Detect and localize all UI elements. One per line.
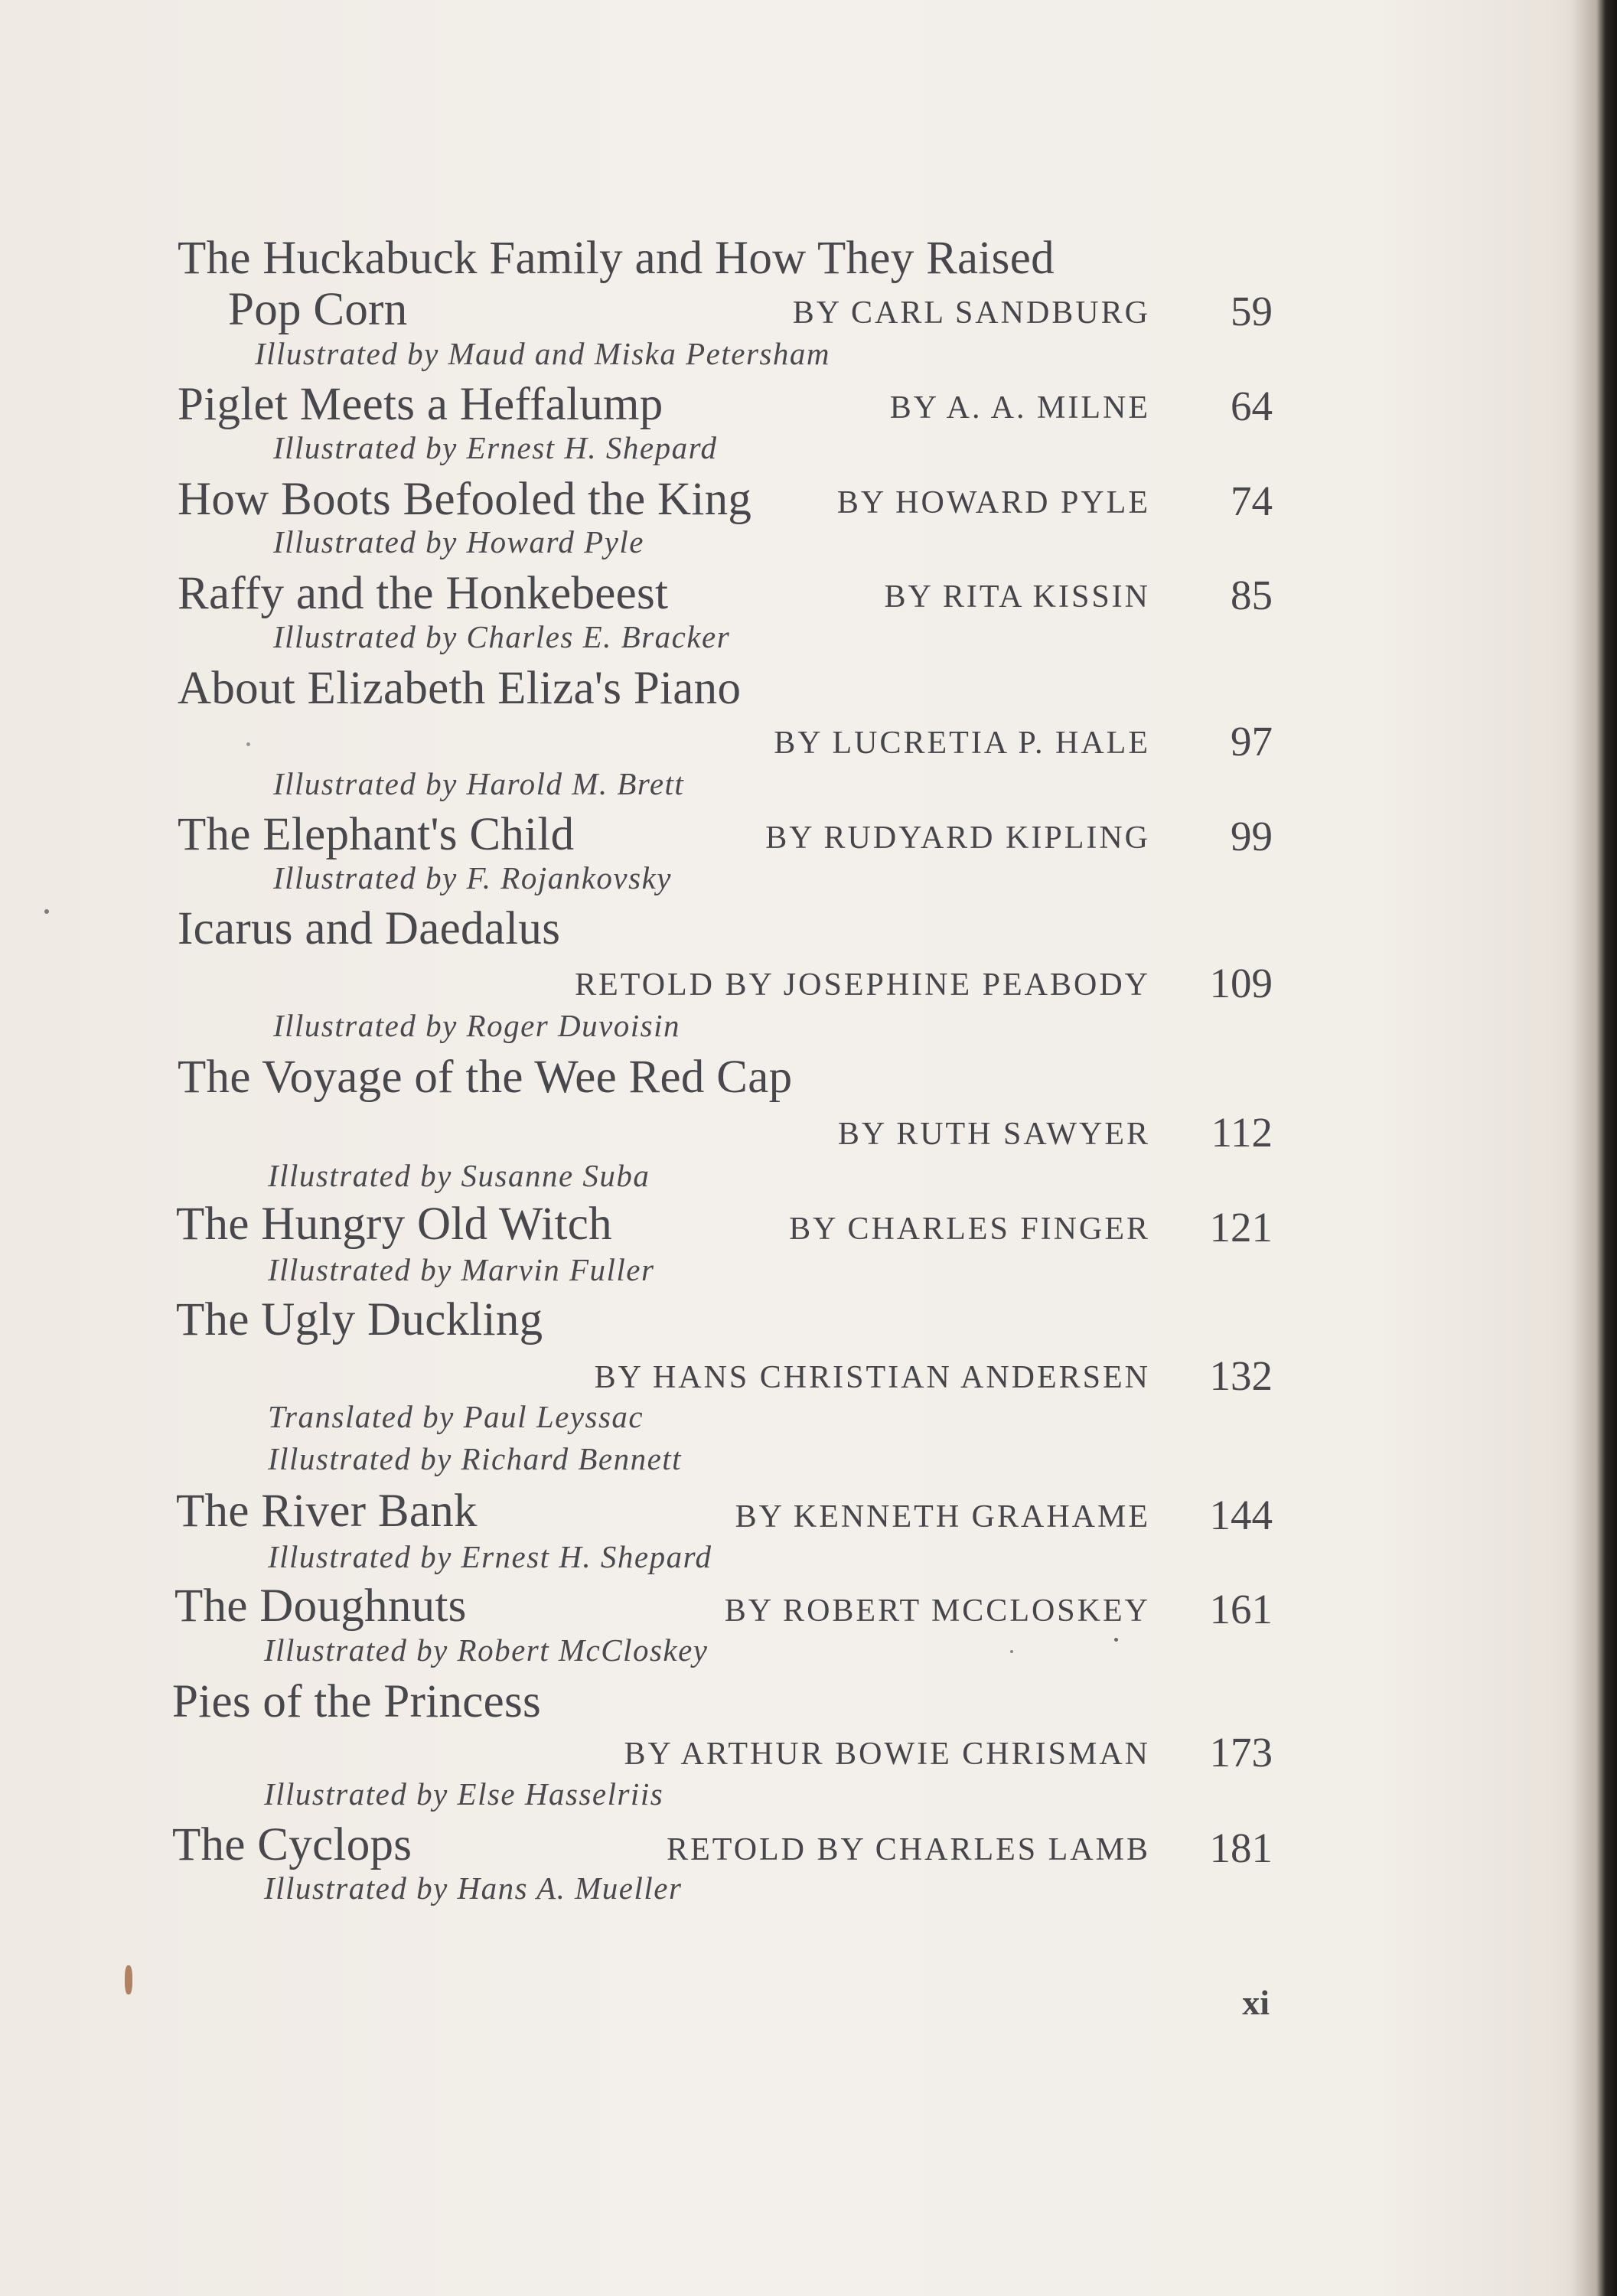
- entry-credit: Illustrated by Robert McCloskey: [264, 1632, 709, 1668]
- entry-title: Piglet Meets a Heffalump: [178, 379, 663, 430]
- paper-speck: [246, 742, 250, 746]
- entry-title: How Boots Befooled the King: [178, 474, 752, 525]
- entry-page-number: 144: [1209, 1492, 1273, 1538]
- entry-byline: BY LUCRETIA P. HALE: [774, 726, 1150, 761]
- entry-page-number: 181: [1209, 1825, 1273, 1871]
- entry-title-continued: Pop Corn: [228, 284, 408, 335]
- entry-title: Raffy and the Honkebeest: [178, 568, 669, 619]
- entry-byline: BY ARTHUR BOWIE CHRISMAN: [624, 1737, 1150, 1772]
- entry-title: The Ugly Duckling: [176, 1294, 543, 1345]
- paper-speck: [44, 909, 49, 914]
- entry-byline: BY CHARLES FINGER: [789, 1212, 1150, 1247]
- entry-credit: Illustrated by Roger Duvoisin: [273, 1008, 681, 1043]
- entry-page-number: 112: [1211, 1109, 1273, 1156]
- entry-credit: Illustrated by Harold M. Brett: [273, 766, 685, 801]
- entry-title: The Voyage of the Wee Red Cap: [178, 1052, 793, 1103]
- entry-page-number: 59: [1231, 288, 1273, 334]
- entry-title: Pies of the Princess: [172, 1676, 542, 1727]
- entry-credit: Illustrated by Charles E. Bracker: [273, 619, 731, 654]
- entry-page-number: 121: [1209, 1204, 1273, 1251]
- entry-credit: Illustrated by Ernest H. Shepard: [273, 430, 718, 465]
- paper-stain: [125, 1965, 132, 1994]
- entry-byline: BY RUDYARD KIPLING: [765, 820, 1150, 856]
- entry-credit: Illustrated by Ernest H. Shepard: [268, 1539, 712, 1574]
- entry-title: Icarus and Daedalus: [178, 903, 561, 954]
- entry-translator-credit: Translated by Paul Leyssac: [268, 1399, 644, 1434]
- entry-page-number: 74: [1231, 478, 1273, 524]
- entry-credit: Illustrated by Richard Bennett: [268, 1441, 683, 1476]
- entry-byline: BY A. A. MILNE: [889, 390, 1150, 426]
- page-folio: xi: [1242, 1983, 1270, 2022]
- entry-title: The Huckabuck Family and How They Raised: [178, 233, 1055, 284]
- entry-byline: BY ROBERT MCCLOSKEY: [724, 1593, 1150, 1629]
- entry-title: The River Bank: [176, 1486, 478, 1537]
- entry-title: The Cyclops: [172, 1819, 412, 1870]
- entry-byline: BY KENNETH GRAHAME: [735, 1499, 1150, 1534]
- entry-page-number: 64: [1231, 383, 1273, 429]
- entry-title: The Doughnuts: [174, 1580, 467, 1632]
- entry-title: About Elizabeth Eliza's Piano: [178, 663, 742, 714]
- entry-credit: Illustrated by Susanne Suba: [268, 1158, 650, 1193]
- entry-byline: RETOLD BY JOSEPHINE PEABODY: [575, 967, 1150, 1003]
- entry-page-number: 132: [1209, 1352, 1273, 1399]
- entry-page-number: 109: [1209, 960, 1273, 1006]
- paper-speck: [1010, 1650, 1013, 1653]
- entry-title: The Elephant's Child: [178, 809, 575, 860]
- entry-byline: BY HANS CHRISTIAN ANDERSEN: [594, 1360, 1150, 1395]
- entry-title: The Hungry Old Witch: [176, 1199, 612, 1250]
- entry-byline: BY RUTH SAWYER: [837, 1117, 1150, 1152]
- entry-credit: Illustrated by Howard Pyle: [273, 524, 644, 559]
- entry-credit: Illustrated by Marvin Fuller: [268, 1252, 655, 1287]
- entry-byline: BY HOWARD PYLE: [836, 485, 1150, 520]
- entry-credit: Illustrated by F. Rojankovsky: [273, 860, 672, 895]
- entry-page-number: 173: [1209, 1729, 1273, 1776]
- entry-credit: Illustrated by Hans A. Mueller: [264, 1870, 683, 1906]
- entry-credit: Illustrated by Else Hasselriis: [264, 1776, 664, 1812]
- entry-page-number: 99: [1231, 813, 1273, 859]
- paper-speck: [1114, 1638, 1118, 1642]
- entry-byline: BY RITA KISSIN: [884, 579, 1150, 615]
- entry-byline: BY CARL SANDBURG: [792, 295, 1150, 331]
- entry-byline: RETOLD BY CHARLES LAMB: [667, 1832, 1150, 1867]
- entry-credit: Illustrated by Maud and Miska Petersham: [255, 336, 830, 371]
- entry-page-number: 97: [1231, 718, 1273, 765]
- entry-page-number: 85: [1231, 572, 1273, 618]
- entry-page-number: 161: [1209, 1586, 1273, 1632]
